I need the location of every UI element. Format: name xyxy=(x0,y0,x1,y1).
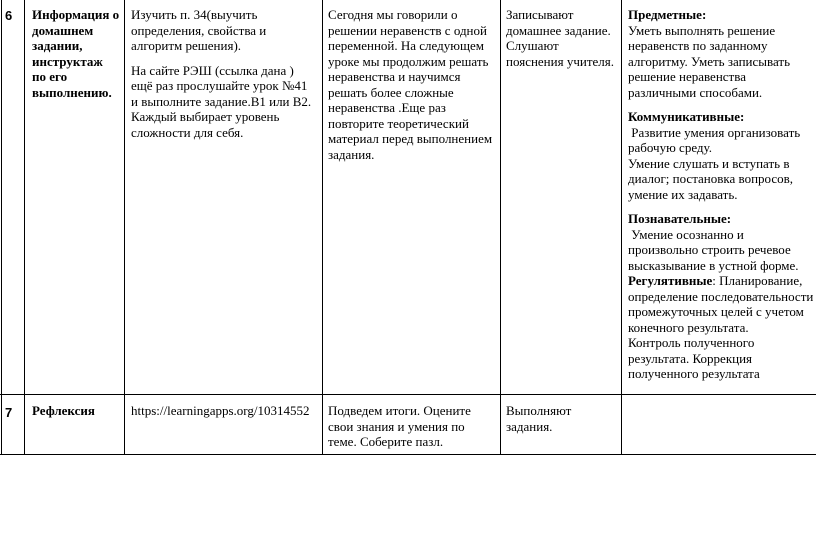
column-divider xyxy=(24,0,25,455)
row-7-stage: Рефлексия xyxy=(32,403,95,418)
row-7-number: 7 xyxy=(5,405,13,420)
regulatory-title: Регулятивные xyxy=(628,273,713,288)
communicative-text-1: Развитие умения организовать рабочую среду. xyxy=(628,124,804,155)
table-border-left xyxy=(1,0,2,455)
cognitive-text: Умение осознанно и произвольно строить речевое высказывание в устной форме. xyxy=(628,226,799,273)
row-6-students: Записывают домашнее задание. Слушают пояснения учителя. xyxy=(506,7,614,69)
communicative-text-2: Умение слушать и вступать в диалог; постановка вопросов, умение их задавать. xyxy=(628,155,794,202)
row-7-students: Выполняют задания. xyxy=(506,403,572,434)
regulatory-control: Контроль полученного результата. Коррекция полученного результата xyxy=(628,335,760,381)
column-divider xyxy=(124,0,125,455)
column-divider xyxy=(322,0,323,455)
row-6-content-resh: На сайте РЭШ (ссылка дана ) ещё раз прослушайте урок №41 и выполните задание.В1 или В2. Каждый выбирает уровень сложности для себя. xyxy=(131,62,312,140)
row-6-content-study: Изучить п. 34(выучить определения, свойства и алгоритм решения). xyxy=(131,7,267,53)
row-6-stage: Информация о домашнем задании, инструктаж по его выполнению. xyxy=(32,7,120,100)
row-7-link[interactable]: https://learningapps.org/10314552 xyxy=(131,403,310,418)
subject-results-text: Уметь выполнять решение неравенств по заданному алгоритму. Уметь записывать решение неравенства различными способами. xyxy=(628,22,791,100)
regulatory-body: : Планирование, определение последовательности промежуточных целей с учетом конечного результата. xyxy=(628,273,814,335)
communicative-title: Коммуникативные: xyxy=(628,109,745,124)
row-6-results xyxy=(628,7,816,382)
row-6-number: 6 xyxy=(5,8,13,23)
row-6-teacher: Сегодня мы говорили о решении неравенств с одной переменной. На следующем уроке мы продолжим решать неравенства и научимся решать более сложные неравенства .Еще раз повторите теоретический материал перед выполнением задания. xyxy=(328,7,493,162)
column-divider xyxy=(500,0,501,455)
row-7-teacher: Подведем итоги. Оцените свои знания и умения по теме. Соберите пазл. xyxy=(328,403,471,449)
row-6-content xyxy=(131,7,317,140)
row-divider xyxy=(0,394,816,395)
column-divider xyxy=(621,0,622,455)
cognitive-title: Познавательные: xyxy=(628,211,732,226)
regulatory-text xyxy=(628,273,816,335)
table-border-bottom xyxy=(0,454,816,455)
subject-results-title: Предметные: xyxy=(628,7,707,22)
